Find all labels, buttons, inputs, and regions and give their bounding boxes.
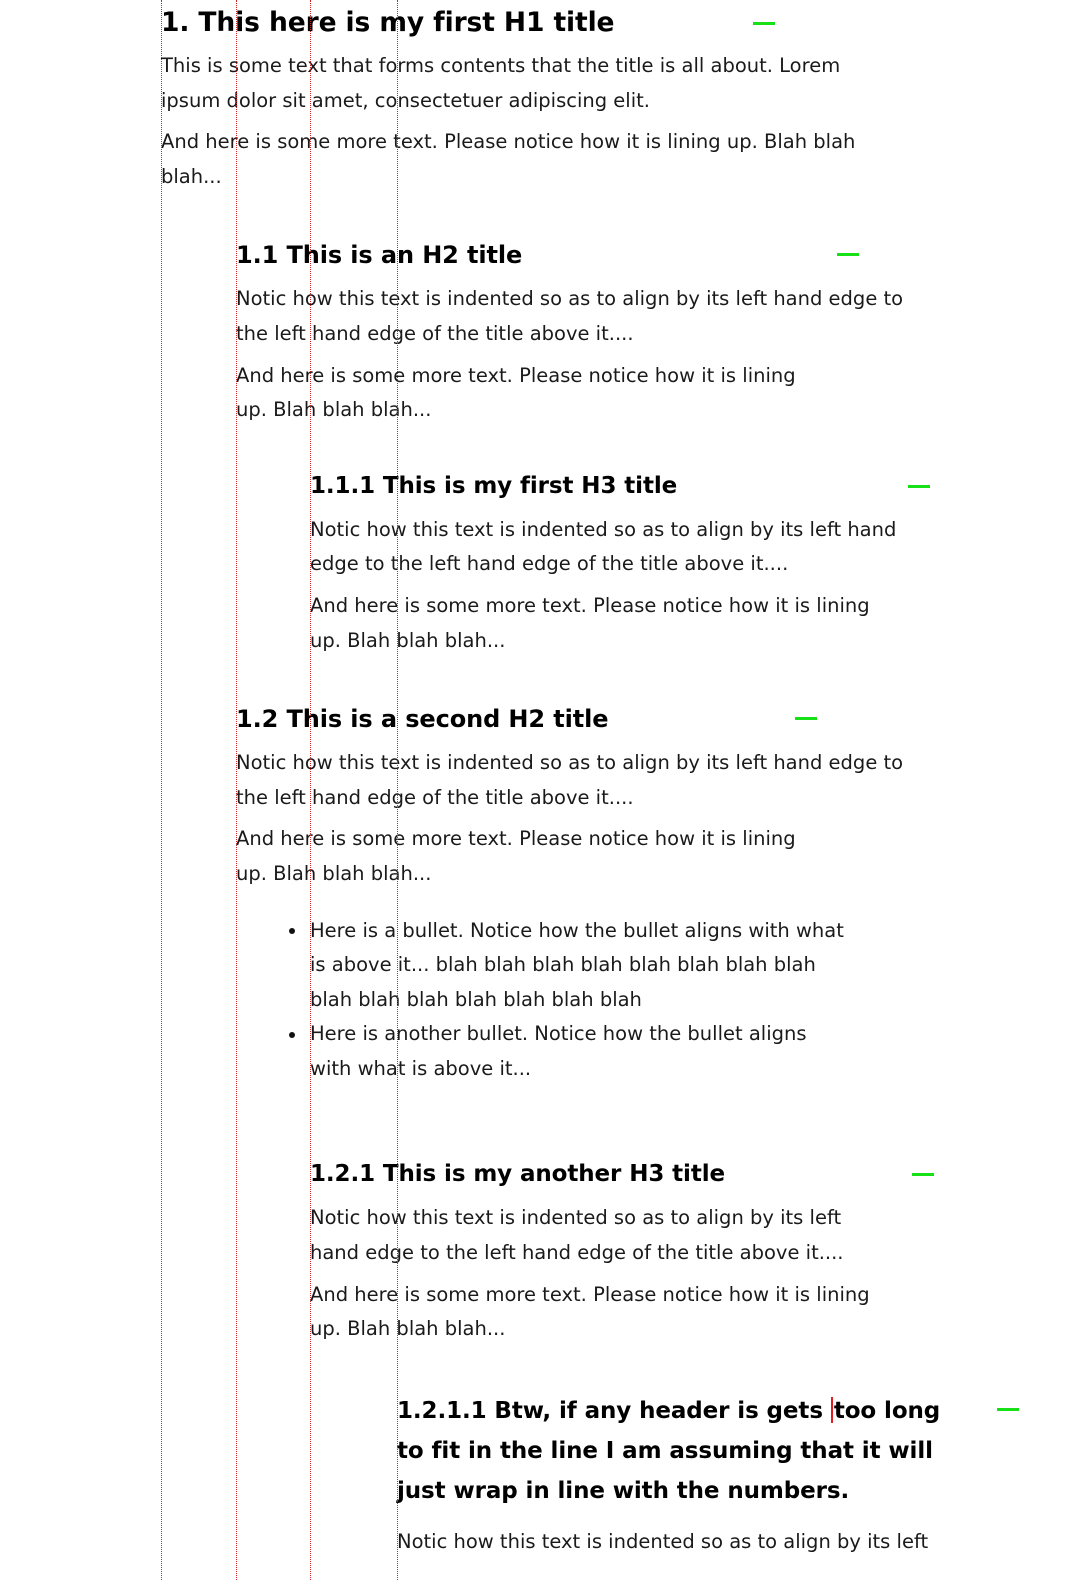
paragraph-group-h3-1-1-1	[310, 513, 902, 658]
list-item	[289, 914, 849, 1018]
list-item-label: Here is a bullet. Notice how the bullet aligns with what is above it... blah blah blah blah blah blah blah blah blah blah blah blah blah blah blah	[310, 918, 844, 1011]
heading-h2[interactable]: 1.1 This is an H2 title	[236, 241, 523, 270]
paragraph: And here is some more text. Please notice how it is lining up. Blah blah blah...	[310, 593, 870, 652]
section-h1	[161, 7, 1089, 39]
section-h3-1-1-1	[310, 472, 1089, 501]
paragraph-group-h2-1-1	[236, 282, 908, 427]
paragraph-group-h1	[161, 49, 861, 194]
collapse-dash-icon[interactable]	[837, 253, 859, 256]
paragraph-group-h3-1-2-1	[310, 1201, 870, 1346]
collapse-dash-icon[interactable]	[997, 1408, 1019, 1411]
collapse-dash-icon[interactable]	[795, 717, 817, 720]
bullet-dot-icon	[289, 1032, 295, 1038]
bullet-list	[289, 914, 849, 1087]
paragraph: And here is some more text. Please notice how it is lining up. Blah blah blah...	[310, 1282, 870, 1341]
paragraph: Notic how this text is indented so as to align by its left hand edge to the left hand edge of the title above it....	[236, 751, 904, 809]
section-h2-1-1	[236, 240, 1089, 270]
section-h4-1-2-1-1	[397, 1391, 947, 1511]
collapse-dash-icon[interactable]	[908, 485, 930, 488]
collapse-dash-icon[interactable]	[753, 22, 775, 25]
paragraph: And here is some more text. Please notice how it is lining up. Blah blah blah...	[236, 827, 796, 885]
paragraph-group-h4-1-2-1-1	[397, 1525, 942, 1560]
heading-h4-part-2: too long to fit in the line I am assuming that it will just wrap in line with the numbers.	[397, 1397, 941, 1504]
paragraph: Notic how this text is indented so as to align by its left hand edge to the left hand edge of the title above it....	[310, 517, 897, 576]
section-h2-1-2	[236, 704, 1089, 734]
heading-h1[interactable]: 1. This here is my first H1 title	[161, 7, 615, 38]
paragraph: Notic how this text is indented so as to align by its left hand edge to the left hand edge of the title above it....	[310, 1206, 844, 1265]
paragraph: Notic how this text is indented so as to align by its left	[397, 1529, 929, 1553]
paragraph: This is some text that forms contents that the title is all about. Lorem ipsum dolor sit amet, consectetuer adipiscing elit.	[161, 54, 841, 112]
paragraph: And here is some more text. Please notice how it is lining up. Blah blah blah...	[161, 130, 856, 188]
list-item	[289, 1017, 835, 1086]
collapse-dash-icon[interactable]	[912, 1173, 934, 1176]
heading-h4-part-1: 1.2.1.1 Btw, if any header is gets	[397, 1397, 831, 1424]
paragraph-group-h2-1-2	[236, 746, 908, 891]
section-h3-1-2-1	[310, 1160, 1089, 1189]
bullet-dot-icon	[289, 928, 295, 934]
list-item-label: Here is another bullet. Notice how the bullet aligns with what is above it...	[310, 1022, 807, 1080]
heading-h3[interactable]: 1.2.1 This is my another H3 title	[310, 1161, 726, 1188]
heading-h3[interactable]: 1.1.1 This is my first H3 title	[310, 472, 678, 499]
heading-h4[interactable]	[397, 1391, 947, 1511]
paragraph: And here is some more text. Please notice how it is lining up. Blah blah blah...	[236, 363, 796, 422]
text-caret	[831, 1397, 833, 1423]
heading-h2[interactable]: 1.2 This is a second H2 title	[236, 705, 609, 734]
paragraph: Notic how this text is indented so as to align by its left hand edge to the left hand edge of the title above it....	[236, 287, 904, 345]
